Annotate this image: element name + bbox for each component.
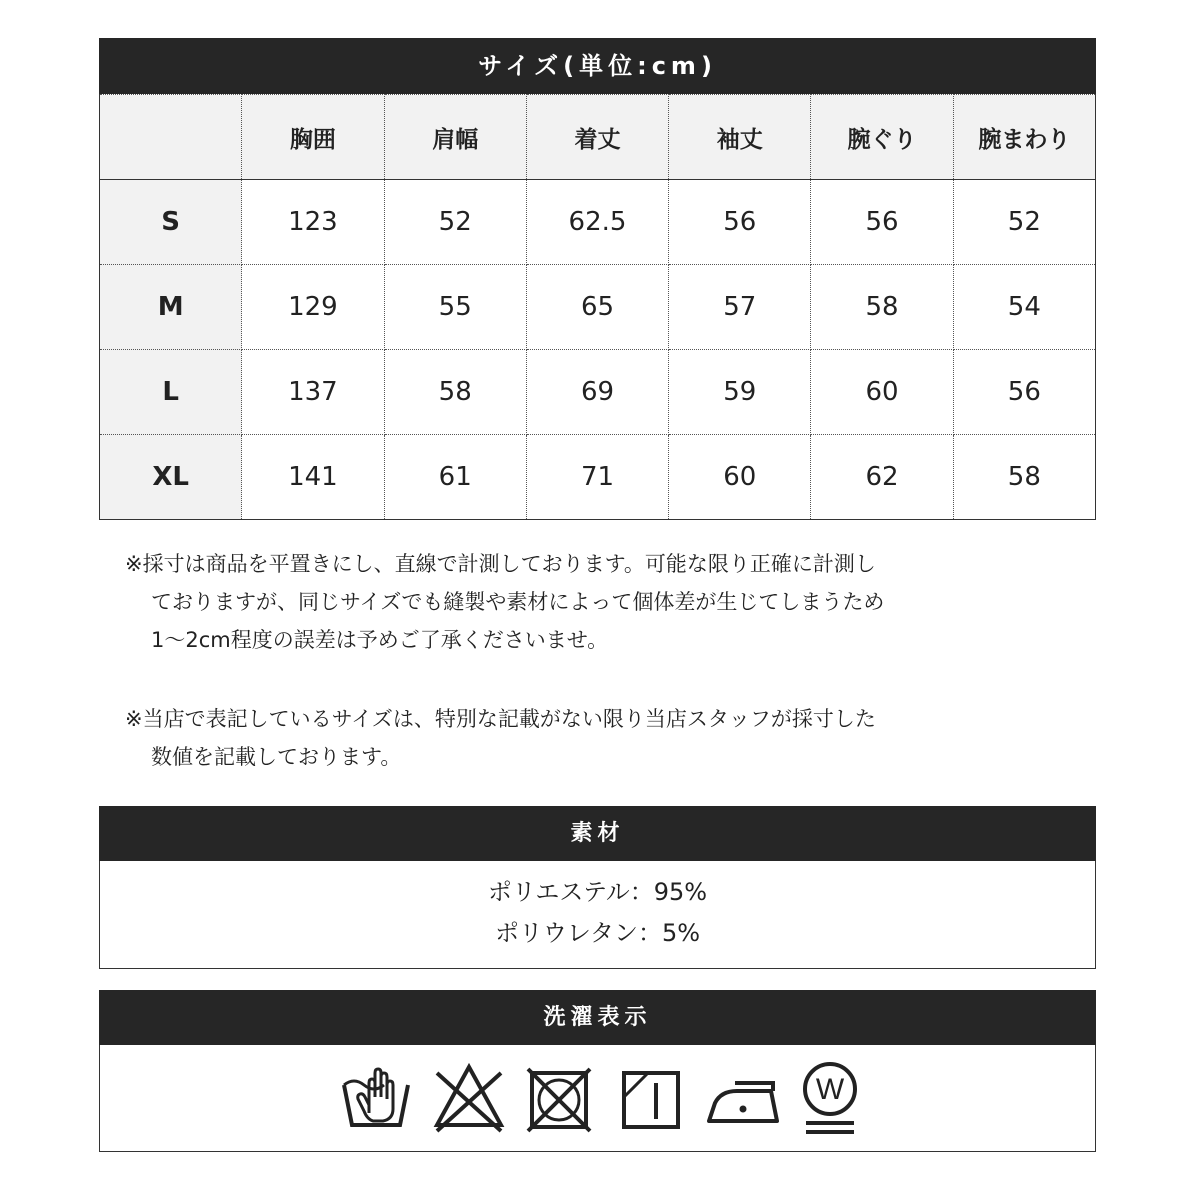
size-table-corner-cell <box>100 95 242 180</box>
hand-wash-icon <box>340 1063 412 1133</box>
column-header-chest: 胸囲 <box>242 95 384 180</box>
column-header-arm-circumference: 腕まわり <box>953 95 1095 180</box>
table-cell: 137 <box>242 350 384 435</box>
table-row <box>100 350 1096 435</box>
table-cell: 56 <box>953 350 1095 435</box>
size-section-title: サイズ(単位:cm) <box>99 38 1096 94</box>
table-row <box>100 265 1096 350</box>
table-cell: 56 <box>811 180 953 265</box>
table-cell: 129 <box>242 265 384 350</box>
column-header-sleeve: 袖丈 <box>669 95 811 180</box>
note-line: 1〜2cm程度の誤差は予めご了承くださいませ。 <box>151 628 609 652</box>
size-label: S <box>100 180 242 265</box>
table-cell: 69 <box>526 350 668 435</box>
column-header-length: 着丈 <box>526 95 668 180</box>
table-cell: 54 <box>953 265 1095 350</box>
size-table-header-row <box>100 95 1096 180</box>
table-cell: 52 <box>384 180 526 265</box>
table-cell: 59 <box>669 350 811 435</box>
material-section-title: 素材 <box>99 806 1096 861</box>
material-line: ポリエステル：95% <box>487 878 708 906</box>
material-box <box>99 861 1096 969</box>
table-row <box>100 435 1096 520</box>
size-table <box>99 94 1096 520</box>
line-dry-shade-icon <box>618 1063 684 1133</box>
table-cell: 60 <box>669 435 811 520</box>
table-cell: 62.5 <box>526 180 668 265</box>
table-cell: 65 <box>526 265 668 350</box>
table-cell: 71 <box>526 435 668 520</box>
table-cell: 55 <box>384 265 526 350</box>
table-cell: 58 <box>384 350 526 435</box>
table-cell: 57 <box>669 265 811 350</box>
table-cell: 61 <box>384 435 526 520</box>
table-cell: 62 <box>811 435 953 520</box>
note-line: 数値を記載しております。 <box>151 745 402 769</box>
no-bleach-icon <box>433 1063 505 1133</box>
table-row <box>100 180 1096 265</box>
table-cell: 58 <box>953 435 1095 520</box>
size-label: L <box>100 350 242 435</box>
note-line: ておりますが、同じサイズでも縫製や素材によって個体差が生じてしまうため <box>151 590 885 614</box>
table-cell: 60 <box>811 350 953 435</box>
wet-clean-letter: W <box>815 1073 845 1106</box>
material-line: ポリウレタン：5% <box>494 919 701 947</box>
no-tumble-dry-icon <box>526 1063 592 1133</box>
size-source-note <box>125 700 1005 776</box>
note-line: ※当店で表記しているサイズは、特別な記載がない限り当店スタッフが採寸した <box>125 707 876 731</box>
wet-clean-icon <box>800 1057 860 1139</box>
care-symbols-box <box>99 1045 1096 1152</box>
table-cell: 123 <box>242 180 384 265</box>
table-cell: 58 <box>811 265 953 350</box>
note-line: ※採寸は商品を平置きにし、直線で計測しております。可能な限り正確に計測し <box>125 552 876 576</box>
iron-low-icon <box>705 1063 781 1133</box>
column-header-shoulder: 肩幅 <box>384 95 526 180</box>
column-header-armhole: 腕ぐり <box>811 95 953 180</box>
table-cell: 52 <box>953 180 1095 265</box>
table-cell: 141 <box>242 435 384 520</box>
care-section-title: 洗濯表示 <box>99 990 1096 1045</box>
size-label: M <box>100 265 242 350</box>
measurement-note <box>125 545 1005 659</box>
table-cell: 56 <box>669 180 811 265</box>
size-label: XL <box>100 435 242 520</box>
